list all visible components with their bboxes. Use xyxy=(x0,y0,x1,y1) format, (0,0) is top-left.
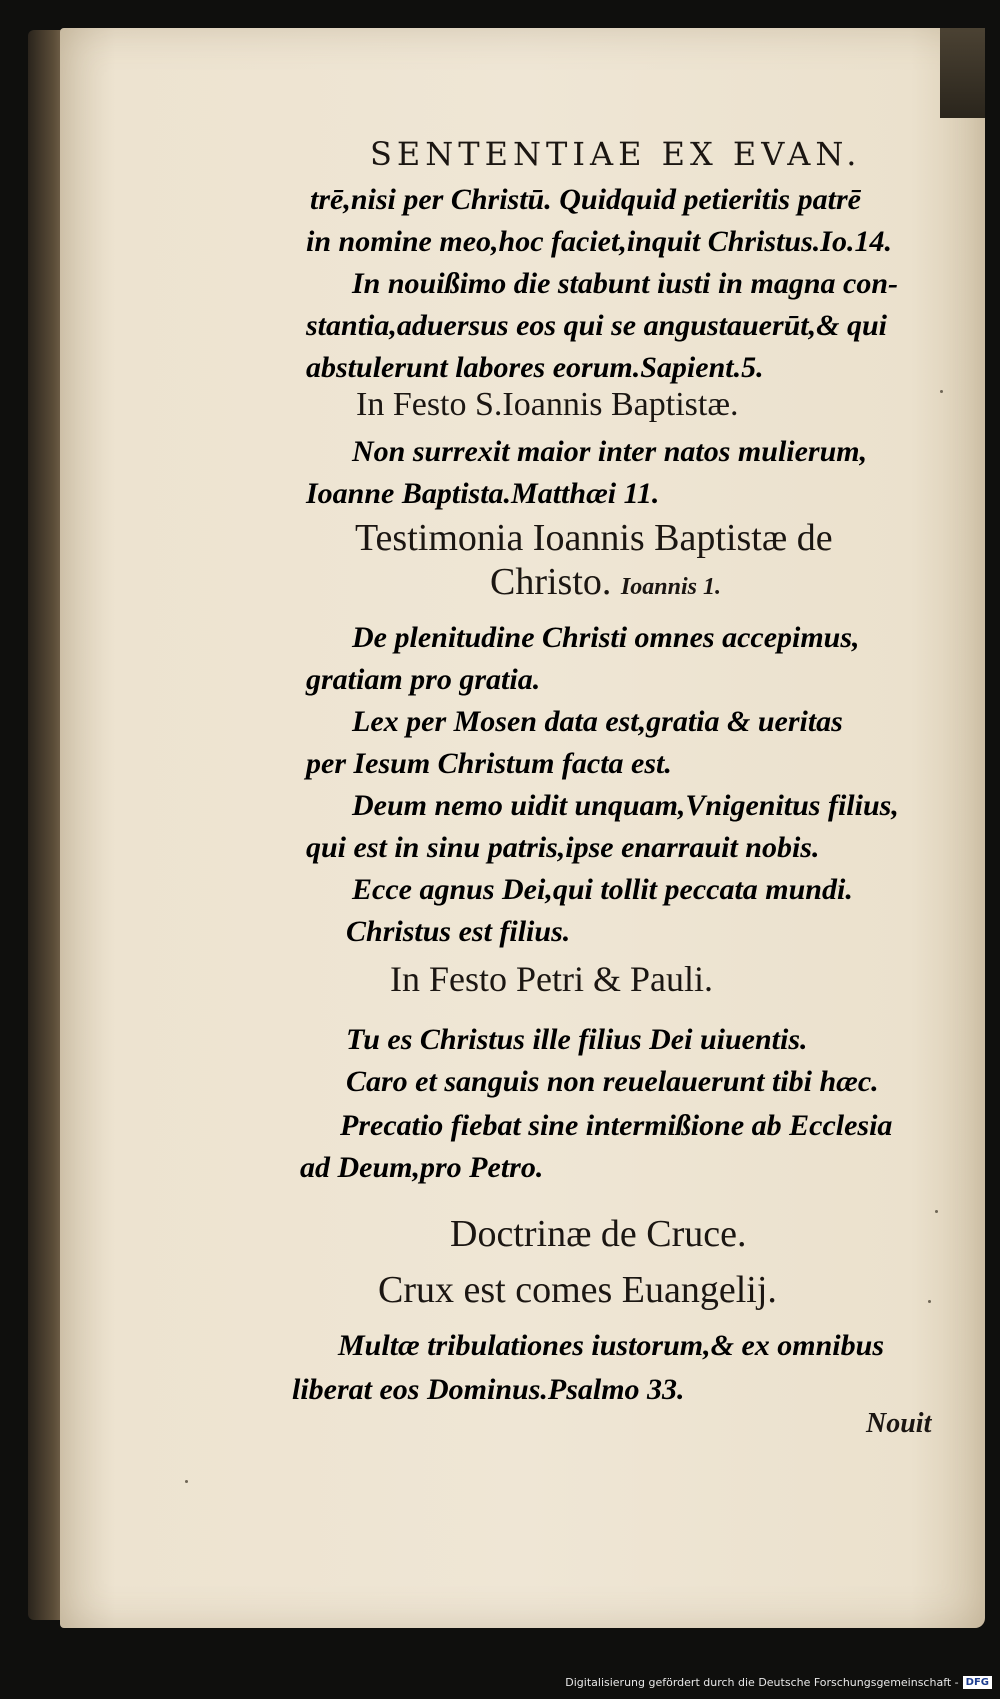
heading-text: Christo. xyxy=(490,561,612,603)
credit-text: Digitalisierung gefördert durch die Deutsche Forschungsgemeinschaft - xyxy=(565,1676,959,1689)
text-line: qui est in sinu patris,ipse enarrauit nobis. xyxy=(306,831,820,864)
text-line: abstulerunt labores eorum.Sapient.5. xyxy=(306,351,764,384)
text-line: Ecce agnus Dei,qui tollit peccata mundi. xyxy=(352,873,853,906)
ink-speck xyxy=(928,1300,931,1303)
catchword: Nouit xyxy=(866,1408,932,1439)
section-heading: In Festo S.Ioannis Baptistæ. xyxy=(356,386,739,423)
text-line: Non surrexit maior inter natos mulierum, xyxy=(352,435,868,468)
page-corner-shadow xyxy=(940,28,985,118)
text-line: per Iesum Christum facta est. xyxy=(306,747,672,780)
text-line: in nomine meo,hoc faciet,inquit Christus.Io.14. xyxy=(306,225,892,258)
ink-speck xyxy=(935,1210,938,1213)
section-heading: Testimonia Ioannis Baptistæ de xyxy=(355,517,833,559)
text-line: De plenitudine Christi omnes accepimus, xyxy=(352,621,860,654)
heading-reference: Ioannis 1. xyxy=(620,574,721,600)
section-heading: Doctrinæ de Cruce. xyxy=(450,1213,747,1255)
text-line: Caro et sanguis non reuelauerunt tibi hæc. xyxy=(346,1065,879,1098)
text-line: Lex per Mosen data est,gratia & ueritas xyxy=(352,705,843,738)
text-line: liberat eos Dominus.Psalmo 33. xyxy=(292,1373,685,1406)
section-heading: In Festo Petri & Pauli. xyxy=(390,959,713,999)
text-line: ad Deum,pro Petro. xyxy=(300,1151,544,1184)
digitization-credit xyxy=(565,1676,992,1689)
dfg-logo-icon: DFG xyxy=(963,1676,992,1689)
text-line: trē,nisi per Christū. Quidquid petieritis patrē xyxy=(310,183,861,216)
section-heading: Crux est comes Euangelij. xyxy=(378,1269,777,1311)
text-line: Multæ tribulationes iustorum,& ex omnibus xyxy=(338,1329,884,1362)
ink-speck xyxy=(940,390,943,393)
text-line: stantia,aduersus eos qui se angustauerūt,& qui xyxy=(306,309,888,342)
text-line: Precatio fiebat sine intermißione ab Ecclesia xyxy=(340,1109,893,1142)
text-line: Ioanne Baptista.Matthæi 11. xyxy=(306,477,660,510)
text-line: Deum nemo uidit unquam,Vnigenitus filius, xyxy=(352,789,899,822)
running-header: SENTENTIAE EX EVAN. xyxy=(370,135,862,173)
text-line: gratiam pro gratia. xyxy=(306,663,541,696)
text-line: In nouißimo die stabunt iusti in magna con- xyxy=(352,267,898,300)
text-line: Tu es Christus ille filius Dei uiuentis. xyxy=(346,1023,808,1056)
section-heading xyxy=(490,560,721,604)
ink-speck xyxy=(185,1480,188,1483)
text-line: Christus est filius. xyxy=(346,915,571,948)
